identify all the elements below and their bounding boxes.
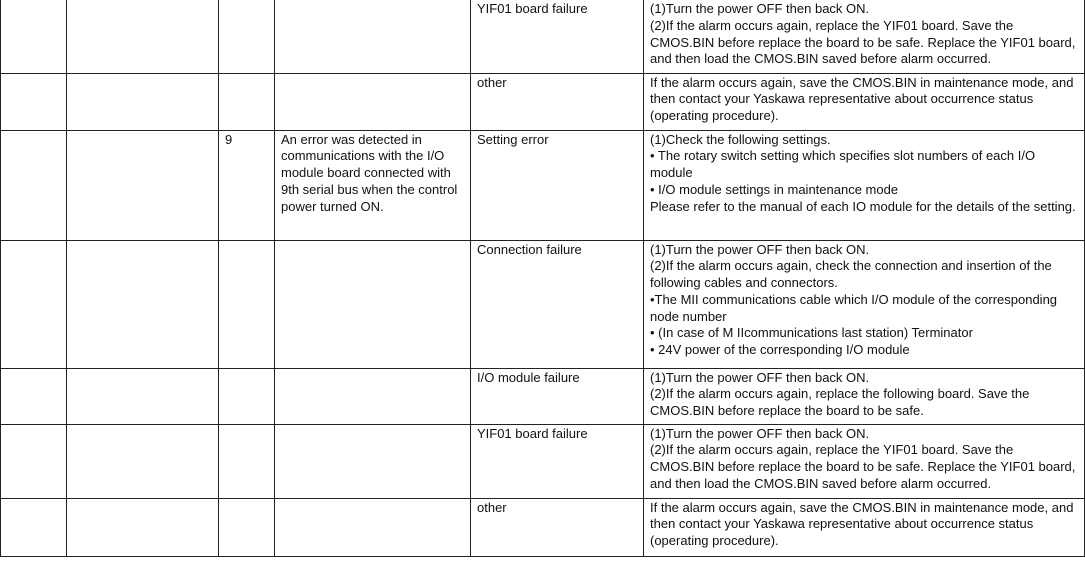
remedy-line: (2)If the alarm occurs again, replace the YIF01 board. Save the CMOS.BIN before replace the board to be safe. Replace the YIF01 board, and then load the CMOS.BIN saved before alarm occurred. <box>650 442 1076 491</box>
cause-cell: Setting error <box>471 130 644 240</box>
sub-code-cell <box>219 0 275 73</box>
remedy-cell <box>644 130 1085 240</box>
cause-cell: other <box>471 498 644 556</box>
alarm-number-cell <box>1 424 67 498</box>
remedy-line: (2)If the alarm occurs again, check the connection and insertion of the following cables and connectors. <box>650 258 1052 291</box>
remedy-line: If the alarm occurs again, save the CMOS.BIN in maintenance mode, and then contact your Yaskawa representative about occurrence status (operating procedure). <box>650 499 1074 549</box>
remedy-cell <box>644 0 1085 73</box>
alarm-number-cell <box>1 368 67 424</box>
alarm-name-cell <box>67 73 219 130</box>
table-row <box>1 424 1085 498</box>
cause-cell: YIF01 board failure <box>471 0 644 73</box>
sub-code-cell <box>219 368 275 424</box>
remedy-line: •The MII communications cable which I/O module of the corresponding node number <box>650 291 1058 324</box>
description-cell <box>275 424 471 498</box>
remedy-line: (1)Check the following settings. <box>650 131 831 147</box>
cause-cell: other <box>471 73 644 130</box>
remedy-line: (2)If the alarm occurs again, replace the following board. Save the CMOS.BIN before replace the board to be safe. <box>650 386 1030 419</box>
description-cell: An error was detected in communications with the I/O module board connected with 9th serial bus when the control power turned ON. <box>275 130 471 240</box>
table-row <box>1 0 1085 73</box>
remedy-line: (2)If the alarm occurs again, replace the YIF01 board. Save the CMOS.BIN before replace the board to be safe. Replace the YIF01 board, and then load the CMOS.BIN saved before alarm occurred. <box>650 17 1076 67</box>
description-cell <box>275 240 471 368</box>
table-row <box>1 368 1085 424</box>
alarm-name-cell <box>67 424 219 498</box>
remedy-line: (1)Turn the power OFF then back ON. <box>650 1 870 16</box>
sub-code-cell <box>219 73 275 130</box>
description-cell <box>275 73 471 130</box>
remedy-cell <box>644 498 1085 556</box>
sub-code-cell <box>219 240 275 368</box>
description-cell <box>275 0 471 73</box>
remedy-line: • The rotary switch setting which specifies slot numbers of each I/O module <box>650 148 1036 181</box>
remedy-cell <box>644 240 1085 368</box>
table-row <box>1 73 1085 130</box>
remedy-line: • (In case of M IIcommunications last station) Terminator <box>650 325 973 341</box>
alarm-number-cell <box>1 498 67 556</box>
remedy-line: Please refer to the manual of each IO module for the details of the setting. <box>650 198 1076 214</box>
cause-cell: YIF01 board failure <box>471 424 644 498</box>
remedy-line: • I/O module settings in maintenance mode <box>650 181 899 197</box>
alarm-name-cell <box>67 240 219 368</box>
description-cell <box>275 498 471 556</box>
remedy-cell <box>644 424 1085 498</box>
table-row <box>1 240 1085 368</box>
remedy-line: (1)Turn the power OFF then back ON. <box>650 425 870 441</box>
alarm-name-cell <box>67 368 219 424</box>
remedy-cell <box>644 368 1085 424</box>
table-row <box>1 498 1085 556</box>
sub-code-cell: 9 <box>219 130 275 240</box>
alarm-number-cell <box>1 0 67 73</box>
cause-cell: I/O module failure <box>471 368 644 424</box>
alarm-number-cell <box>1 73 67 130</box>
remedy-line: (1)Turn the power OFF then back ON. <box>650 241 870 257</box>
sub-code-cell <box>219 498 275 556</box>
table-row <box>1 130 1085 240</box>
remedy-line: • 24V power of the corresponding I/O module <box>650 342 910 358</box>
alarm-number-cell <box>1 130 67 240</box>
alarm-name-cell <box>67 130 219 240</box>
alarm-name-cell <box>67 0 219 73</box>
description-cell <box>275 368 471 424</box>
sub-code-cell <box>219 424 275 498</box>
alarm-name-cell <box>67 498 219 556</box>
remedy-line: If the alarm occurs again, save the CMOS.BIN in maintenance mode, and then contact your Yaskawa representative about occurrence status (operating procedure). <box>650 74 1074 124</box>
alarm-number-cell <box>1 240 67 368</box>
cause-cell: Connection failure <box>471 240 644 368</box>
remedy-cell <box>644 73 1085 130</box>
remedy-line: (1)Turn the power OFF then back ON. <box>650 369 870 385</box>
